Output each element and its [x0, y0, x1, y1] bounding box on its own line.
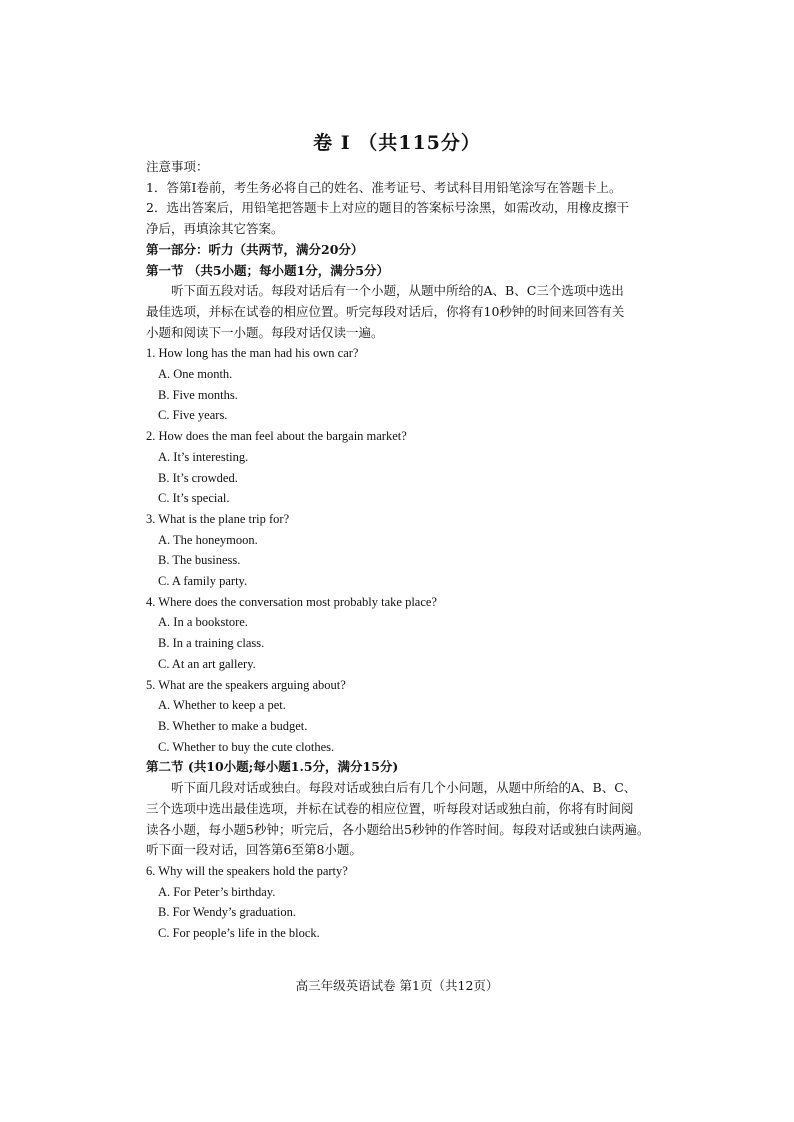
notice-item: 2．选出答案后，用铅笔把答题卡上对应的题目的答案标号涂黑，如需改动，用橡皮擦干	[146, 200, 629, 216]
question-5: 5. What are the speakers arguing about?	[146, 677, 346, 692]
section2-instruction: 三个选项中选出最佳选项，并标在试卷的相应位置，听每段对话或独白前，你将有时间阅	[146, 800, 634, 816]
option-2a: A. It’s interesting.	[158, 449, 249, 464]
option-3c: C. A family party.	[158, 574, 248, 589]
option-6a: A. For Peter’s birthday.	[158, 884, 276, 899]
option-4b: B. In a training class.	[158, 636, 265, 651]
option-6b: B. For Wendy’s graduation.	[158, 905, 296, 920]
page-footer: 高三年级英语试卷 第1页（共12页）	[295, 978, 499, 993]
section2-instruction: 读各小题，每小题5秒钟；听完后，各小题给出5秒钟的作答时间。每段对话或独白读两遍。	[146, 821, 650, 837]
option-5a: A. Whether to keep a pet.	[158, 698, 286, 713]
question-4: 4. Where does the conversation most probably take place?	[146, 594, 437, 609]
option-3a: A. The honeymoon.	[158, 532, 258, 547]
question-6: 6. Why will the speakers hold the party?	[146, 863, 348, 878]
notice-heading: 注意事项：	[146, 159, 209, 174]
option-5b: B. Whether to make a budget.	[158, 718, 308, 733]
section1-instruction: 最佳选项，并标在试卷的相应位置。听完每段对话后，你将有10秒钟的时间来回答有关	[146, 303, 625, 319]
option-6c: C. For people’s life in the block.	[158, 926, 320, 941]
option-1a: A. One month.	[158, 367, 233, 382]
section1-instruction: 小题和阅读下一小题。每段对话仅读一遍。	[146, 324, 384, 340]
section2-instruction: 听下面一段对话，回答第6至第8小题。	[146, 842, 362, 858]
option-2c: C. It’s special.	[158, 491, 230, 506]
option-1c: C. Five years.	[158, 408, 228, 423]
option-4a: A. In a bookstore.	[158, 615, 248, 630]
option-5c: C. Whether to buy the cute clothes.	[158, 739, 335, 754]
option-1b: B. Five months.	[158, 387, 238, 402]
part1-heading: 第一部分：听力（共两节，满分20分）	[146, 241, 364, 257]
option-3b: B. The business.	[158, 553, 241, 568]
section1-heading: 第一节 （共5小题；每小题1分，满分5分）	[146, 262, 389, 278]
section2-instruction: 听下面几段对话或独白。每段对话或独白后有几个小问题，从题中所给的A、B、C、	[171, 780, 637, 796]
option-4c: C. At an art gallery.	[158, 656, 256, 671]
question-2: 2. How does the man feel about the bargain market?	[146, 429, 407, 444]
notice-item: 1．答第Ⅰ卷前，考生务必将自己的姓名、准考证号、考试科目用铅笔涂写在答题卡上。	[146, 179, 622, 195]
page-title: 卷 Ⅰ （共115分）	[313, 132, 481, 154]
question-1: 1. How long has the man had his own car?	[146, 346, 359, 361]
option-2b: B. It’s crowded.	[158, 470, 238, 485]
section1-instruction: 听下面五段对话。每段对话后有一个小题，从题中所给的A、B、C三个选项中选出	[171, 283, 624, 299]
question-3: 3. What is the plane trip for?	[146, 511, 290, 526]
section2-heading: 第二节 (共10小题;每小题1.5分，满分15分)	[146, 759, 399, 775]
exam-body	[146, 157, 686, 944]
notice-item: 净后，再填涂其它答案。	[146, 221, 284, 237]
